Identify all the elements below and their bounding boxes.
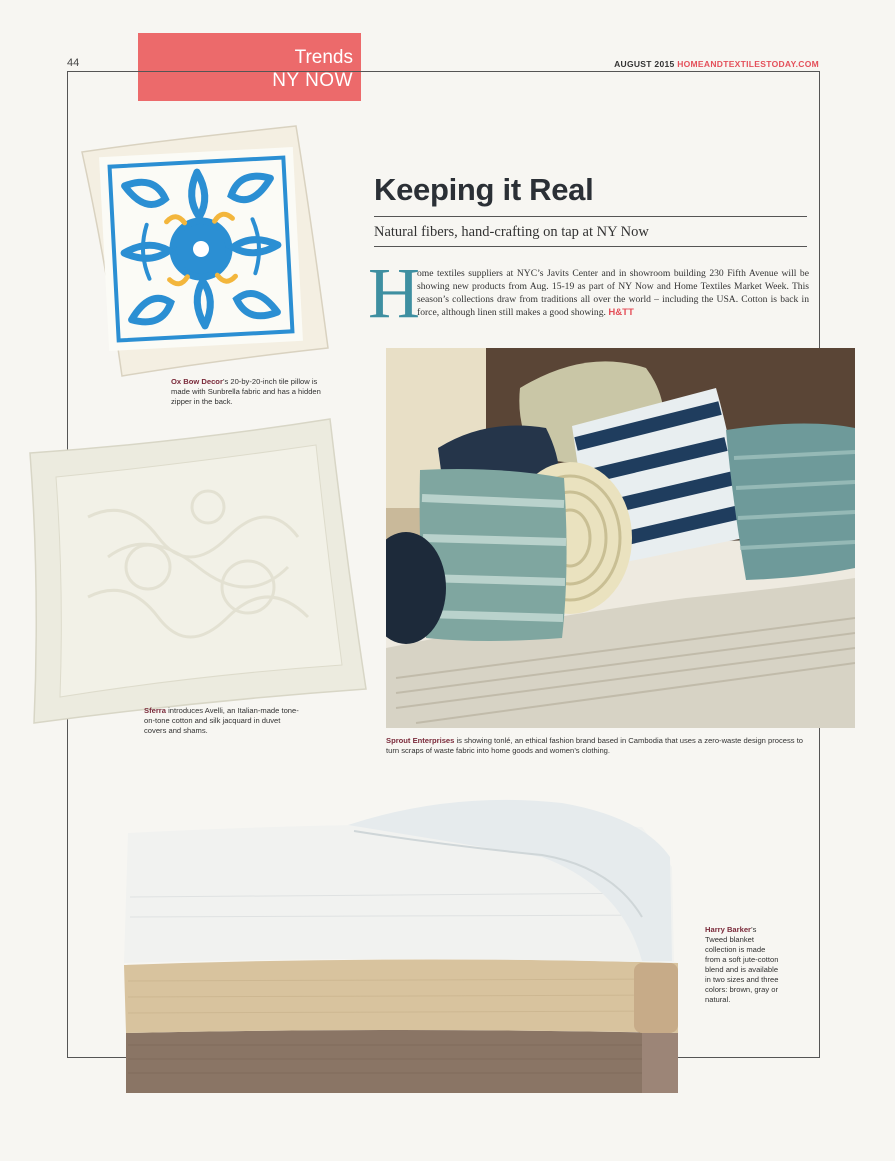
oxbow-caption: [171, 377, 331, 407]
sferra-brand: Sferra: [144, 706, 166, 715]
headline-rule-bottom: [374, 246, 807, 247]
harry-caption: [705, 925, 780, 1005]
article-signature: H&TT: [608, 307, 634, 318]
page-number: 44: [67, 57, 80, 69]
oxbow-pillow-photo: [78, 122, 333, 378]
headline: Keeping it Real: [374, 172, 594, 207]
issue-line: [614, 59, 819, 69]
oxbow-text: ’s 20-by-20-inch tile pillow is made with Sunbrella fabric and has a hidden zipper in the back.: [171, 377, 321, 406]
sferra-caption: [144, 706, 304, 736]
drop-cap: H: [368, 253, 420, 333]
section-label: Trends: [294, 47, 353, 68]
site-link[interactable]: HOMEANDTEXTILESTODAY.COM: [677, 59, 819, 69]
headline-rule-top: [374, 216, 807, 217]
harry-barker-blankets-photo: [122, 797, 684, 1095]
sferra-sham-photo: [28, 417, 368, 725]
oxbow-brand: Ox Bow Decor: [171, 377, 223, 386]
harry-text: ’s Tweed blanket collection is made from a soft jute-cotton blend and is available in two sizes and three colors: brown, gray or natural.: [705, 925, 779, 1004]
article-body-text: ome textiles suppliers at NYC’s Javits Center and in showroom building 230 Fifth Avenue will be showing new products from Aug. 15-19 as part of NY Now and Home Textiles Market Week. This season’s collections draw from traditions all over the world – including the USA. Cotton is back in force, although linen still makes a good showing.: [417, 268, 809, 318]
sprout-caption: [386, 736, 816, 756]
issue-date: AUGUST 2015: [614, 59, 675, 69]
sprout-bed-photo: [386, 348, 855, 728]
article-body: [417, 267, 809, 319]
sprout-brand: Sprout Enterprises: [386, 736, 455, 745]
subhead: Natural fibers, hand-crafting on tap at NY Now: [374, 224, 649, 240]
subsection-label: NY NOW: [272, 70, 353, 91]
harry-brand: Harry Barker: [705, 925, 752, 934]
sprout-text: is showing tonlé, an ethical fashion brand based in Cambodia that uses a zero-waste design process to turn scraps of waste fabric into home goods and women’s clothing.: [386, 736, 804, 755]
sferra-text: introduces Avelli, an Italian-made tone-on-tone cotton and silk jacquard in duvet covers and shams.: [144, 706, 299, 735]
